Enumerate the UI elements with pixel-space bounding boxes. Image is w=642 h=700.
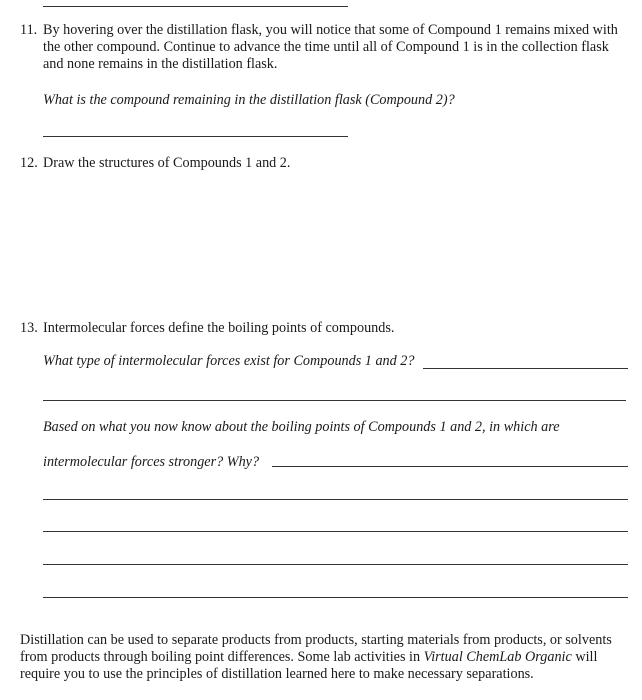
- question-11-prompt: What is the compound remaining in the distillation flask (Compound 2)?: [43, 92, 455, 108]
- question-13-prompt-2-line-2: intermolecular forces stronger? Why?: [43, 454, 260, 470]
- question-12-drawing-area[interactable]: [43, 180, 628, 315]
- software-title: Virtual ChemLab Organic: [423, 649, 572, 665]
- question-11-line-3: and none remains in the distillation flask.: [43, 56, 278, 72]
- question-13-answer-1-line-b[interactable]: [43, 400, 626, 401]
- question-13-answer-2-line-d[interactable]: [43, 564, 628, 565]
- question-13-prompt-1: What type of intermolecular forces exist for Compounds 1 and 2?: [43, 353, 415, 369]
- question-13-text: Intermolecular forces define the boiling points of compounds.: [43, 320, 395, 336]
- closing-line-2-text-a: from products through boiling point differences. Some lab activities in: [20, 649, 424, 665]
- question-12-number: 12.: [20, 155, 38, 171]
- closing-paragraph-line-1: Distillation can be used to separate products from products, starting materials from products, or solvents: [20, 632, 612, 648]
- closing-paragraph-line-2: [20, 649, 597, 666]
- question-12-text: Draw the structures of Compounds 1 and 2.: [43, 155, 291, 171]
- question-13-answer-2-line-e[interactable]: [43, 597, 628, 598]
- question-11-number: 11.: [20, 22, 38, 38]
- question-13-answer-1-line-a[interactable]: [423, 368, 628, 369]
- question-11-line-2: the other compound. Continue to advance the time until all of Compound 1 is in the collection flask: [43, 39, 609, 55]
- question-11-line-1: By hovering over the distillation flask, you will notice that some of Compound 1 remains mixed with: [43, 22, 618, 38]
- question-11-answer-line[interactable]: [43, 136, 348, 137]
- question-13-answer-2-line-b[interactable]: [43, 499, 628, 500]
- question-13-prompt-2-line-1: Based on what you now know about the boiling points of Compounds 1 and 2, in which are: [43, 419, 560, 435]
- closing-line-2-text-b: will: [571, 649, 598, 665]
- previous-answer-line[interactable]: [43, 6, 348, 7]
- question-13-number: 13.: [20, 320, 38, 336]
- question-13-answer-2-line-a[interactable]: [272, 466, 628, 467]
- closing-paragraph-line-3: require you to use the principles of distillation learned here to make necessary separations.: [20, 666, 534, 682]
- question-13-answer-2-line-c[interactable]: [43, 531, 628, 532]
